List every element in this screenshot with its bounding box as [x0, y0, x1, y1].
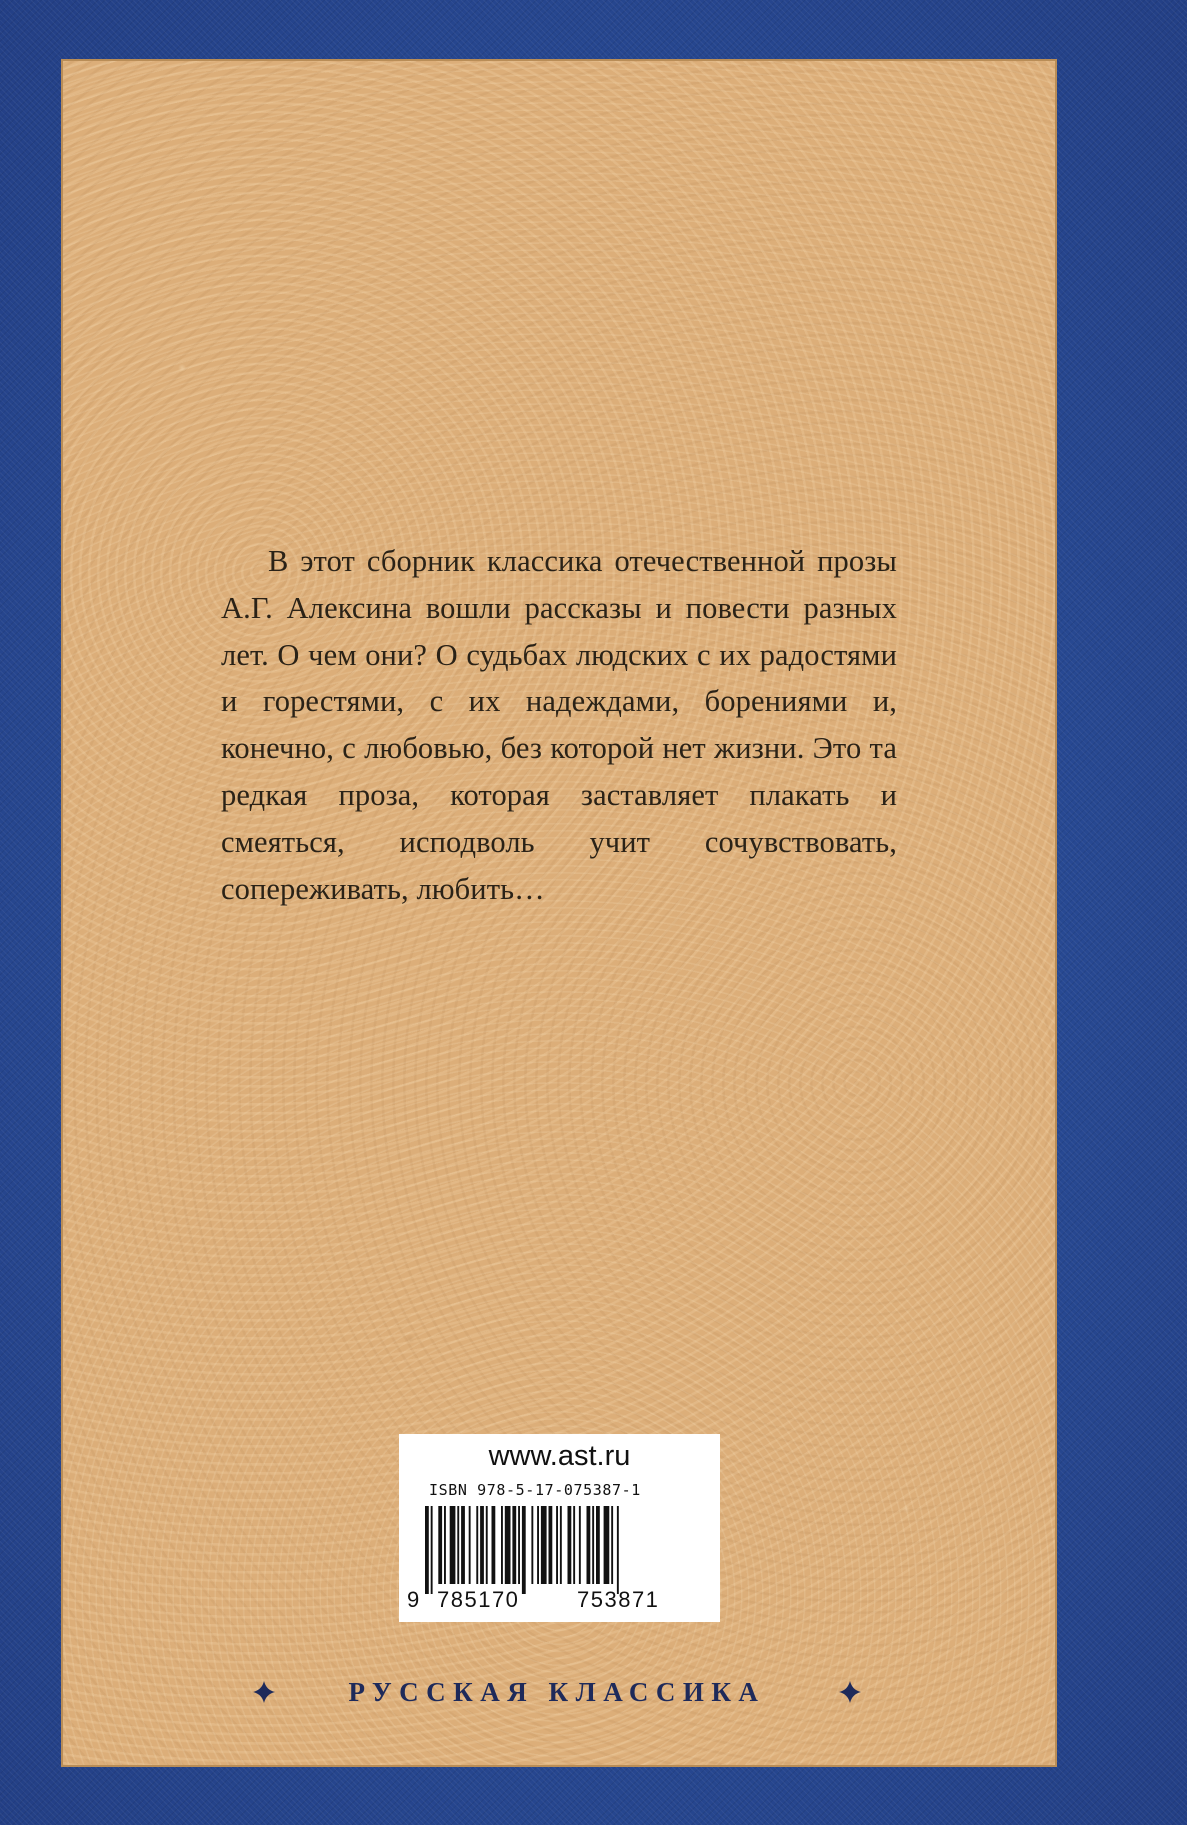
publisher-website: www.ast.ru [488, 1440, 631, 1472]
barcode-bar [617, 1506, 619, 1594]
barcode-bar [522, 1506, 526, 1594]
barcode-icon [423, 1506, 713, 1594]
barcode-bar [592, 1506, 594, 1584]
barcode-bar [611, 1506, 613, 1584]
barcode-bar [596, 1506, 600, 1584]
barcode-bar [425, 1506, 429, 1594]
ean-left-group: 785170 [437, 1587, 520, 1612]
barcode-bar [560, 1506, 562, 1584]
barcode-bar [438, 1506, 442, 1584]
barcode-bar [431, 1506, 433, 1594]
barcode-bar [531, 1506, 533, 1584]
isbn-number: ISBN 978-5-17-075387-1 [429, 1481, 641, 1499]
barcode-bar [541, 1506, 547, 1584]
ean-right-group: 753871 [577, 1587, 660, 1612]
barcode-bar [604, 1506, 610, 1584]
annotation-text: В этот сборник классика отечественной прозы А.Г. Алексина вошли рассказы и повести разных лет. О чем они? О судьбах людских с их радостями и горестями, с их надеждами, борениями и, конечно, с любовью, без которой нет жизни. Это та редкая проза, которая заставляет плакать и смеяться, исподволь учит сочувствовать, сопереживать, любить… [221, 544, 897, 906]
barcode-bar [476, 1506, 478, 1584]
barcode-bar [549, 1506, 553, 1584]
barcode-bar [512, 1506, 516, 1584]
fleuron-icon [252, 1680, 276, 1704]
barcode-bar [573, 1506, 575, 1584]
barcode-bar [518, 1506, 520, 1584]
barcode-bar [556, 1506, 558, 1584]
barcode-bar [505, 1506, 511, 1584]
ean-first-digit: 9 [407, 1587, 420, 1612]
barcode-bar [469, 1506, 471, 1584]
fleuron-icon [838, 1680, 862, 1704]
barcode-bar [457, 1506, 459, 1584]
barcode-bar [461, 1506, 465, 1584]
barcode-bar [587, 1506, 591, 1584]
series-line [252, 1672, 862, 1712]
barcode-bar [450, 1506, 456, 1584]
barcode-bar [501, 1506, 503, 1584]
barcode-label [399, 1434, 720, 1622]
series-title: РУССКАЯ КЛАССИКА [348, 1676, 766, 1707]
barcode-bar [568, 1506, 572, 1584]
barcode-bar [480, 1506, 484, 1584]
barcode-bar [492, 1506, 496, 1584]
barcode-bar [444, 1506, 446, 1584]
barcode-bar [486, 1506, 488, 1584]
barcode-bar [537, 1506, 539, 1584]
barcode-bar [579, 1506, 581, 1584]
